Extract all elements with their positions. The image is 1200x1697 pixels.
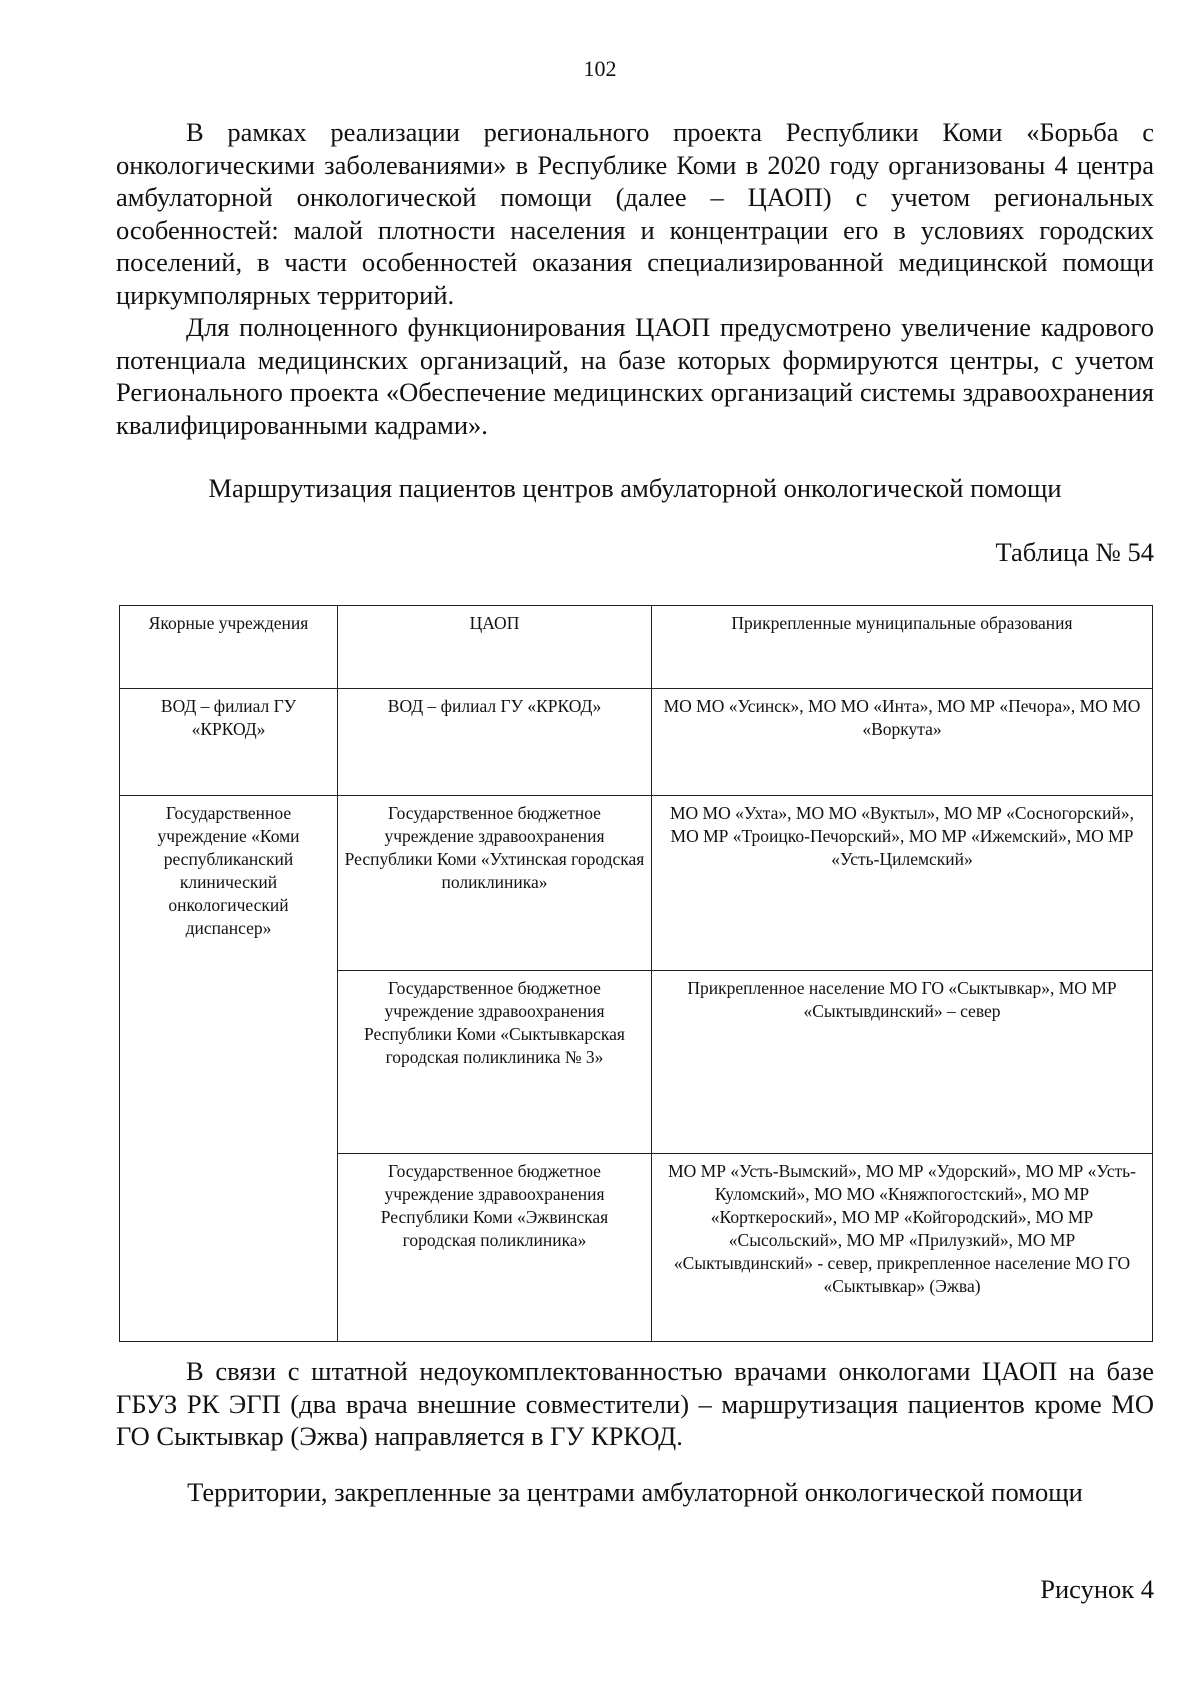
- paragraph: В связи с штатной недоукомплектованностью врачами онкологами ЦАОП на базе ГБУЗ РК ЭГП (два врача внешние совместители) – маршрутизация пациентов кроме МО ГО Сыктывкар (Эжва) направляется в ГУ КРКОД.: [116, 1356, 1154, 1451]
- column-header-caop: ЦАОП: [338, 606, 652, 689]
- municipalities-cell: МО МО «Ухта», МО МО «Вуктыл», МО МР «Сосногорский», МО МР «Троицко-Печорский», МО МР «Ижемский», МО МР «Усть-Цилемский»: [652, 796, 1153, 971]
- column-header-municipalities: Прикрепленные муниципальные образования: [652, 606, 1153, 689]
- intro-text: [116, 116, 1154, 441]
- column-header-anchor: Якорные учреждения: [120, 606, 338, 689]
- table-row: [120, 796, 1153, 971]
- figure-heading: Территории, закрепленные за центрами амбулаторной онкологической помощи: [187, 1477, 1083, 1507]
- municipalities-cell: МО МО «Усинск», МО МО «Инта», МО МР «Печора», МО МО «Воркута»: [652, 689, 1153, 796]
- page-number: 102: [583, 56, 617, 81]
- table-row: [120, 689, 1153, 796]
- caop-cell: ВОД – филиал ГУ «КРКОД»: [338, 689, 652, 796]
- paragraph: Для полноценного функционирования ЦАОП предусмотрено увеличение кадрового потенциала медицинских организаций, на базе которых формируются центры, с учетом Регионального проекта «Обеспечение медицинских организаций системы здравоохранения квалифицированными кадрами».: [116, 312, 1154, 440]
- caop-cell: Государственное бюджетное учреждение здравоохранения Республики Коми «Эжвинская городская поликлиника»: [338, 1154, 652, 1342]
- table-header-row: [120, 606, 1153, 689]
- municipalities-cell: МО МР «Усть-Вымский», МО МР «Удорский», МО МР «Усть-Куломский», МО МО «Княжпогостский», МО МР «Корткероский», МО МР «Койгородский», МО МР «Сысольский», МО МР «Прилузкий», МО МР «Сыктывдинский» - север, прикрепленное население МО ГО «Сыктывкар» (Эжва): [652, 1154, 1153, 1342]
- routing-table: [119, 605, 1153, 1342]
- note-text: [116, 1355, 1154, 1453]
- table-heading: Маршрутизация пациентов центров амбулаторной онкологической помощи: [208, 473, 1062, 503]
- municipalities-cell: Прикрепленное население МО ГО «Сыктывкар», МО МР «Сыктывдинский» – север: [652, 971, 1153, 1154]
- anchor-cell: ВОД – филиал ГУ «КРКОД»: [120, 689, 338, 796]
- figure-label: Рисунок 4: [1040, 1574, 1154, 1604]
- table-label: Таблица № 54: [995, 537, 1154, 567]
- caop-cell: Государственное бюджетное учреждение здравоохранения Республики Коми «Ухтинская городская поликлиника»: [338, 796, 652, 971]
- anchor-cell: Государственное учреждение «Коми республиканский клинический онкологический диспансер»: [120, 796, 338, 1342]
- paragraph: В рамках реализации регионального проекта Республики Коми «Борьба с онкологическими заболеваниями» в Республике Коми в 2020 году организованы 4 центра амбулаторной онкологической помощи (далее – ЦАОП) с учетом региональных особенностей: малой плотности населения и концентрации его в условиях городских поселений, в части особенностей оказания специализированной медицинской помощи циркумполярных территорий.: [116, 117, 1154, 310]
- caop-cell: Государственное бюджетное учреждение здравоохранения Республики Коми «Сыктывкарская городская поликлиника № 3»: [338, 971, 652, 1154]
